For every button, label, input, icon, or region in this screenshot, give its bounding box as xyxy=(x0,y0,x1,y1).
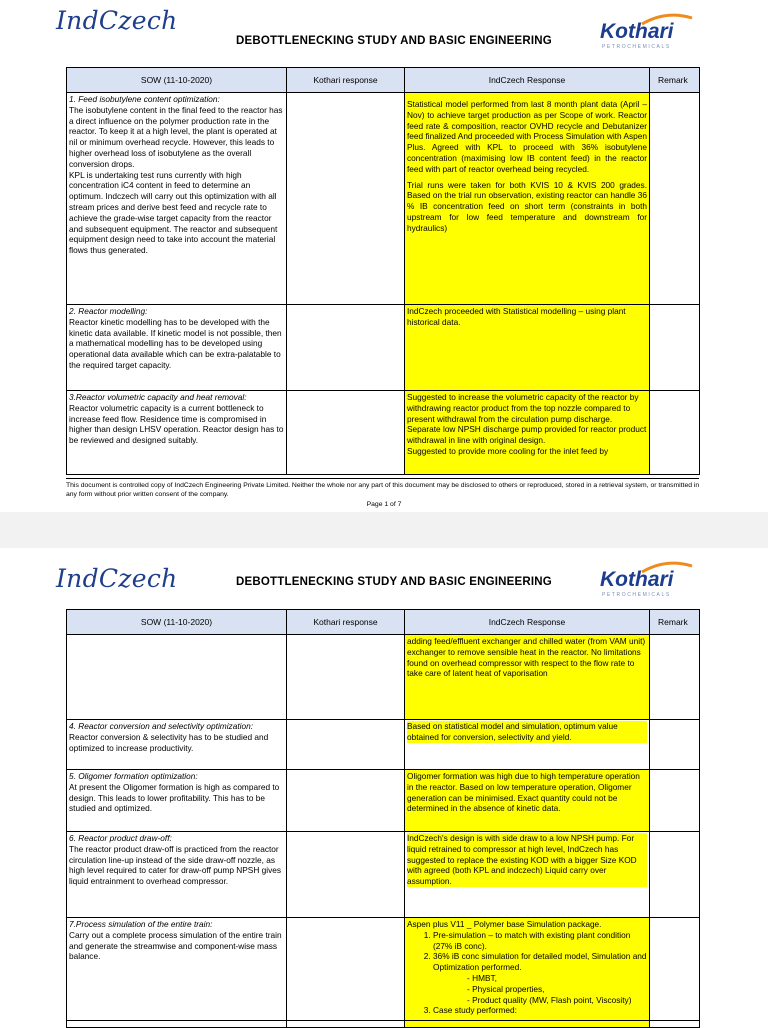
table-row xyxy=(67,635,700,720)
sow-body: At present the Oligomer formation is high as compared to design. This leads to lower profitability. This has to be studied and optimized. xyxy=(69,781,280,814)
table-row xyxy=(67,720,700,770)
header-kothari-response: Kothari response xyxy=(287,68,405,93)
footer-rule xyxy=(66,1020,699,1021)
remark-cell xyxy=(650,93,700,305)
indczech-response-cell: Oligomer formation was high due to high temperature operation in the reactor. Based on low temperature operation, Oligomer generation can be minimised. Exact quantity could not be determined in the absence of kinetic data. xyxy=(405,770,650,832)
table-row xyxy=(67,832,700,918)
response-text: IndCzech's design is with side draw to a low NPSH pump. For liquid retrained to compressor at high level, IndCzech has suggested to replace the existing KOD with a bigger Size KOD with agreed (both KPL and indczech) Liquid carry over assumption. xyxy=(407,833,647,887)
response-paragraph: Trial runs were taken for both KVIS 10 & KVIS 200 grades. Based on the trial run observation, existing reactor can handle 36 % IB concentration feed on short term (constraints in both upstream for low feed temperature and downstream for hydraulics) xyxy=(407,179,647,233)
sow-title: 6. Reactor product draw-off: xyxy=(69,833,172,843)
sow-body: The reactor product draw-off is practiced from the reactor circulation line-up instead of the side draw-off nozzle, as high level required to cater for draw-off pump NPSH gives liquid entrainment to overhead compressor. xyxy=(69,843,281,887)
sow-body: Reactor kinetic modelling has to be developed with the kinetic data available. If kinetic model is not possible, then a mathematical modelling has to be developed using operational data available which can be extra-palatable to the required target capacity. xyxy=(69,316,282,370)
header-indczech-response: IndCzech Response xyxy=(405,610,650,635)
list-item: 2. 36% iB conc simulation for detailed model, Simulation and Optimization performed. - HMBT, - Physical properties, - Product quality (MW, Flash point, Viscosity) xyxy=(433,951,647,1005)
document-page-1 xyxy=(0,0,768,512)
table-row xyxy=(67,93,700,305)
sow-cell xyxy=(67,720,287,770)
remark-cell xyxy=(650,635,700,720)
table-row xyxy=(67,391,700,475)
sow-cell xyxy=(67,391,287,475)
header-indczech-response: IndCzech Response xyxy=(405,68,650,93)
sow-body: The isobutylene content in the final feed to the reactor has a direct influence on the polymer production rate in the reactor. To keep it at a high level, the plant is operated at nil or minimum overhead recycle. However, this leads to higher overhead loss of isobutylene as the overall conversion drops. KPL is undertaking test runs currently with high concentration iC4 content in feed to determine an optimum. Indczech will carry out this optimization with all stream prices and derive best feed and recycle rate to achieve the grade-wise target capacity from the reactor and subsequent equipment. The reactor and subsequent equipment design need to take into account the material flows thus generated. xyxy=(69,104,283,256)
sow-table-page-2 xyxy=(66,609,700,1028)
document-title: DEBOTTLENECKING STUDY AND BASIC ENGINEERING xyxy=(236,35,552,47)
kothari-response-cell xyxy=(287,918,405,1028)
indczech-logo: IndCzech xyxy=(56,564,178,593)
kothari-response-cell xyxy=(287,305,405,391)
kothari-logo-text: Kothari xyxy=(600,20,674,43)
sow-title: 5. Oligomer formation optimization: xyxy=(69,771,198,781)
indczech-response-cell xyxy=(405,720,650,770)
sow-cell xyxy=(67,305,287,391)
sow-title: 1. Feed isobutylene content optimization: xyxy=(69,94,220,104)
list-item: 3. Case study performed: xyxy=(433,1005,647,1016)
sow-table-page-1 xyxy=(66,67,700,475)
kothari-logo-subtext: PETROCHEMICALS xyxy=(602,592,671,598)
document-title: DEBOTTLENECKING STUDY AND BASIC ENGINEERING xyxy=(236,576,552,588)
indczech-response-cell xyxy=(405,93,650,305)
sow-cell xyxy=(67,770,287,832)
table-header-row xyxy=(67,610,700,635)
indczech-response-cell xyxy=(405,305,650,391)
list-item: - Product quality (MW, Flash point, Viscosity) xyxy=(467,995,647,1006)
kothari-logo-subtext: PETROCHEMICALS xyxy=(602,44,671,50)
header-sow: SOW (11-10-2020) xyxy=(67,68,287,93)
sow-cell xyxy=(67,635,287,720)
table-header-row xyxy=(67,68,700,93)
kothari-response-cell xyxy=(287,770,405,832)
kothari-response-cell xyxy=(287,832,405,918)
response-text: Based on statistical model and simulation, optimum value obtained for conversion, selectivity and yield. xyxy=(407,721,647,743)
header-remark: Remark xyxy=(650,68,700,93)
sow-title: 4. Reactor conversion and selectivity optimization: xyxy=(69,721,254,731)
sow-cell xyxy=(67,918,287,1028)
kothari-response-cell xyxy=(287,391,405,475)
page-gap xyxy=(0,512,768,548)
remark-cell xyxy=(650,770,700,832)
list-item: 1. Pre-simulation – to match with existing plant condition (27% iB conc). xyxy=(433,930,647,952)
table-row xyxy=(67,770,700,832)
response-intro: Aspen plus V11 _ Polymer base Simulation package. xyxy=(407,919,602,929)
indczech-response-cell xyxy=(405,918,650,1028)
sow-body: Reactor conversion & selectivity has to be studied and optimized to increase productivity. xyxy=(69,731,269,753)
indczech-response-cell: adding feed/effluent exchanger and chilled water (from VAM unit) exchanger to remove sensible heat in the reactor. No limitations found on overhead compressor with respect to the flow rate to take care of latent heat of vaporisation xyxy=(405,635,650,720)
list-item: - HMBT, xyxy=(467,973,647,984)
table-row xyxy=(67,305,700,391)
simulation-steps-list xyxy=(407,930,647,1016)
sow-body: Carry out a complete process simulation of the entire train and generate the streamwise and component-wise mass balance. xyxy=(69,929,282,962)
indczech-response-cell: Suggested to increase the volumetric capacity of the reactor by withdrawing reactor product from the top nozzle compared to present withdrawal from the circulation pump discharge. Separate low NPSH discharge pump provided for reactor product withdrawal in line with original design. Suggested to provide more cooling for the inlet feed by xyxy=(405,391,650,475)
kothari-logo xyxy=(596,560,708,600)
document-page-2 xyxy=(0,548,768,1024)
kothari-response-cell xyxy=(287,93,405,305)
kothari-logo xyxy=(596,12,708,52)
sow-body: Reactor volumetric capacity is a current bottleneck to increase feed flow. Residence time is compromised in higher than design LHSV operation. Reactor design has to be reviewed and designed suitably. xyxy=(69,402,284,446)
remark-cell xyxy=(650,305,700,391)
indczech-response-cell xyxy=(405,832,650,918)
case-study-sublist xyxy=(433,973,647,1005)
sow-title: 7.Process simulation of the entire train: xyxy=(69,919,213,929)
indczech-logo: IndCzech xyxy=(56,6,178,35)
footer-rule xyxy=(66,478,699,479)
list-item: - Physical properties, xyxy=(467,984,647,995)
footer-disclaimer: This document is controlled copy of IndCzech Engineering Private Limited. Neither the whole nor any part of this document may be disclosed to others or reproduced, stored in a retrieval system, or transmitted in any form without prior written consent of the company. xyxy=(66,482,700,498)
header-kothari-response: Kothari response xyxy=(287,610,405,635)
response-paragraph: IndCzech proceeded with Statistical modelling – using plant historical data. xyxy=(407,306,626,327)
remark-cell xyxy=(650,832,700,918)
header-sow: SOW (11-10-2020) xyxy=(67,610,287,635)
sow-title: 3.Reactor volumetric capacity and heat removal: xyxy=(69,392,247,402)
table-row xyxy=(67,918,700,1028)
kothari-logo-text: Kothari xyxy=(600,568,674,591)
sow-cell xyxy=(67,832,287,918)
response-paragraph: Statistical model performed from last 8 month plant data (April – Nov) to achieve target production as per Scope of work. Reactor feed rate & composition, reactor OVHD recycle and Debutanizer feed finalized And proceeded with Process Simulation with Aspen Plus. Agreed with KPL to proceed with 36% isobutylene concentration (maximising low IB content feed) in the reactor feed with part of reactor overhead being recycled. xyxy=(407,99,647,174)
remark-cell xyxy=(650,720,700,770)
remark-cell xyxy=(650,918,700,1028)
header-remark: Remark xyxy=(650,610,700,635)
kothari-response-cell xyxy=(287,635,405,720)
kothari-response-cell xyxy=(287,720,405,770)
sow-title: 2. Reactor modelling: xyxy=(69,306,148,316)
page-number: Page 1 of 7 xyxy=(366,501,402,508)
remark-cell xyxy=(650,391,700,475)
sow-cell xyxy=(67,93,287,305)
